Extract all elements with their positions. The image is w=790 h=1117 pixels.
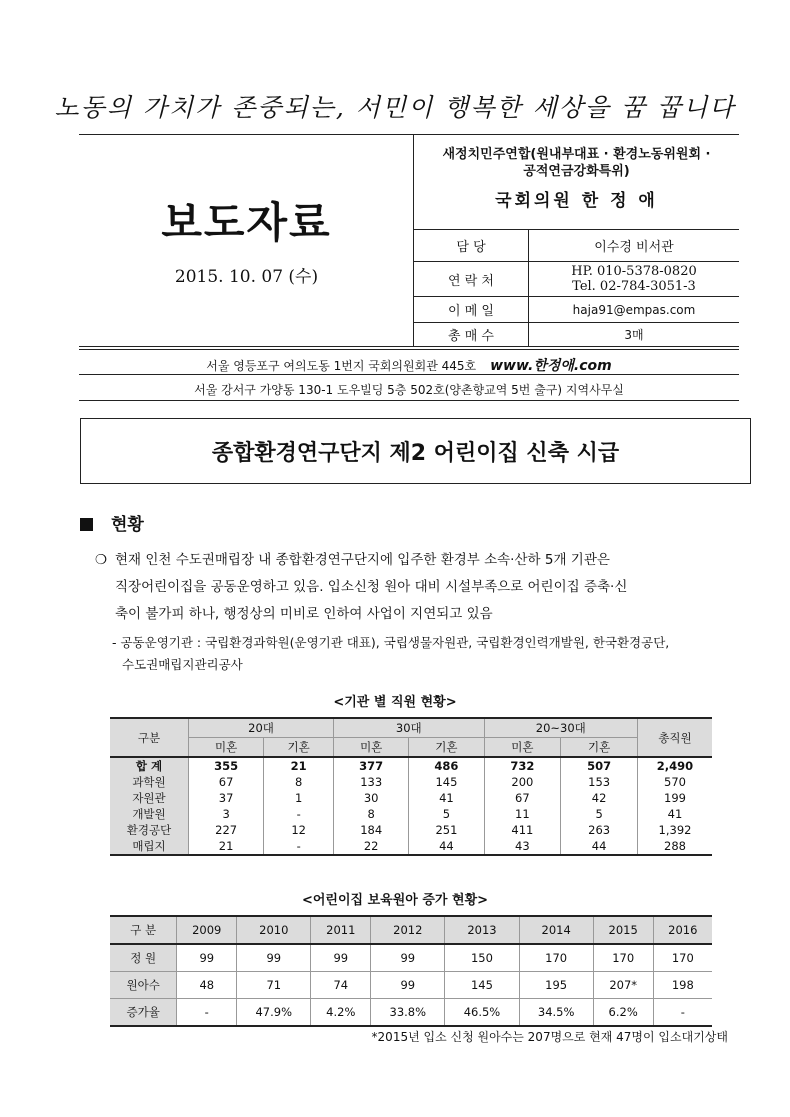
table-cell: 170 xyxy=(653,944,712,972)
status-paragraph: ❍ 현재 인천 수도권매립장 내 종합환경연구단지에 입주한 환경부 소속·산하 5개 기관은 직장어린이집을 공동운영하고 있음. 입소신청 원아 대비 시설부족으로 어린이집 증축·신 축이 불가피 하나, 행정상의 미비로 인하여 사업이 지연되고 있음 xyxy=(95,547,735,628)
table-cell: - xyxy=(177,999,237,1027)
section-heading: 현황 xyxy=(80,510,144,535)
contact-label-manager: 담 당 xyxy=(456,240,486,255)
table-cell: 기혼 xyxy=(264,738,334,758)
table-cell: 과학원 xyxy=(110,774,189,790)
table-cell: 486 xyxy=(409,757,484,774)
table-cell: 미혼 xyxy=(484,738,561,758)
table-cell: 2,490 xyxy=(638,757,713,774)
table-cell: 2014 xyxy=(519,916,593,944)
table-row xyxy=(110,774,712,790)
table-cell: - xyxy=(264,806,334,822)
table-cell: 377 xyxy=(334,757,409,774)
table-cell: 507 xyxy=(561,757,638,774)
table-cell: 198 xyxy=(653,972,712,999)
contact-value-pages: 3매 xyxy=(624,328,644,342)
table-cell: 2013 xyxy=(445,916,519,944)
table-cell: 67 xyxy=(189,774,264,790)
table-cell: 1,392 xyxy=(638,822,713,838)
table-cell: 207* xyxy=(593,972,653,999)
table-cell: 570 xyxy=(638,774,713,790)
table-cell: 21 xyxy=(264,757,334,774)
contact-label-email: 이 메 일 xyxy=(448,304,494,319)
table-cell: 2009 xyxy=(177,916,237,944)
table-cell: 구분 xyxy=(110,718,189,757)
table-cell: 133 xyxy=(334,774,409,790)
table-cell: 355 xyxy=(189,757,264,774)
table-cell: 2012 xyxy=(371,916,445,944)
table-row xyxy=(110,944,712,972)
daycare-table xyxy=(110,915,712,1027)
office-address: 서울 영등포구 여의도동 1번지 국회의원회관 445호 www.한정애.com xyxy=(206,358,612,374)
table-cell: 12 xyxy=(264,822,334,838)
table-cell: 42 xyxy=(561,790,638,806)
table-cell: 48 xyxy=(177,972,237,999)
circle-bullet-icon: ❍ xyxy=(95,552,108,568)
table-cell: 150 xyxy=(445,944,519,972)
table-cell: 기혼 xyxy=(409,738,484,758)
website-link[interactable]: www.한정애.com xyxy=(490,358,612,374)
table-cell: 74 xyxy=(311,972,371,999)
table-cell: 145 xyxy=(445,972,519,999)
table-cell: 44 xyxy=(409,838,484,855)
table-cell: 153 xyxy=(561,774,638,790)
press-release-title: 보도자료 xyxy=(161,198,332,247)
table-cell: 20~30대 xyxy=(484,718,637,738)
table-cell: 6.2% xyxy=(593,999,653,1027)
table-cell: 2011 xyxy=(311,916,371,944)
table-row xyxy=(110,790,712,806)
table-cell: 199 xyxy=(638,790,713,806)
table-cell: 184 xyxy=(334,822,409,838)
table-cell: 263 xyxy=(561,822,638,838)
table-cell: 8 xyxy=(334,806,409,822)
table-cell: 2016 xyxy=(653,916,712,944)
table-cell: 170 xyxy=(593,944,653,972)
table-cell: 매립지 xyxy=(110,838,189,855)
table-cell: 5 xyxy=(409,806,484,822)
table-cell: 99 xyxy=(371,972,445,999)
table-cell: 41 xyxy=(409,790,484,806)
contact-value-phone: HP. 010-5378-0820 Tel. 02-784-3051-3 xyxy=(571,264,697,294)
table-cell: 33.8% xyxy=(371,999,445,1027)
member-name: 국회의원 한 정 애 xyxy=(495,191,658,211)
table-row xyxy=(110,838,712,855)
table-cell: 99 xyxy=(311,944,371,972)
table-row xyxy=(110,806,712,822)
table-cell: 99 xyxy=(177,944,237,972)
table-row xyxy=(110,972,712,999)
table-cell: 170 xyxy=(519,944,593,972)
header-top-rule xyxy=(79,134,739,135)
table-cell: 200 xyxy=(484,774,561,790)
table-cell: 411 xyxy=(484,822,561,838)
staff-table xyxy=(110,717,712,856)
table-cell: 3 xyxy=(189,806,264,822)
table-cell: 251 xyxy=(409,822,484,838)
square-bullet-icon xyxy=(80,518,93,531)
table-cell: - xyxy=(653,999,712,1027)
headline: 종합환경연구단지 제2 어린이집 신축 시급 xyxy=(80,418,751,484)
table-cell: 227 xyxy=(189,822,264,838)
table-cell: 2015 xyxy=(593,916,653,944)
table-cell: 71 xyxy=(237,972,311,999)
table-cell: 8 xyxy=(264,774,334,790)
table-cell: 1 xyxy=(264,790,334,806)
table2-caption: <어린이집 보육원아 증가 현황> xyxy=(301,893,489,908)
local-office-address: 서울 강서구 가양동 130-1 도우빌딩 5층 502호(양촌향교역 5번 출구) 지역사무실 xyxy=(194,383,624,397)
contact-value-manager: 이수경 비서관 xyxy=(594,240,674,255)
table1-caption: <기관 별 직원 현황> xyxy=(333,695,457,710)
table-cell: 미혼 xyxy=(189,738,264,758)
table-cell: 증가율 xyxy=(110,999,177,1027)
table-cell: 총직원 xyxy=(638,718,713,757)
table-row xyxy=(110,822,712,838)
table-cell: 67 xyxy=(484,790,561,806)
table-cell: 46.5% xyxy=(445,999,519,1027)
release-date: 2015. 10. 07 (수) xyxy=(174,267,319,287)
table-cell: 21 xyxy=(189,838,264,855)
table-cell: 자원관 xyxy=(110,790,189,806)
operating-agencies: - 공동운영기관 : 국립환경과학원(운영기관 대표), 국립생물자원관, 국립환경인력개발원, 한국환경공단, 수도권매립지관리공사 xyxy=(112,635,670,672)
footnote: *2015년 입소 신청 원아수는 207명으로 현재 47명이 입소대기상태 xyxy=(371,1030,728,1044)
table-cell: 5 xyxy=(561,806,638,822)
party-affiliation: 새정치민주연합(원내부대표 · 환경노동위원회 · 공적연금강화특위) xyxy=(442,147,711,179)
table-cell: 288 xyxy=(638,838,713,855)
table-cell: 환경공단 xyxy=(110,822,189,838)
table-cell: 20대 xyxy=(189,718,334,738)
table-cell: - xyxy=(264,838,334,855)
table-cell: 41 xyxy=(638,806,713,822)
table-cell: 기혼 xyxy=(561,738,638,758)
table-cell: 195 xyxy=(519,972,593,999)
table-cell: 34.5% xyxy=(519,999,593,1027)
table-cell: 4.2% xyxy=(311,999,371,1027)
table-cell: 732 xyxy=(484,757,561,774)
table-cell: 2010 xyxy=(237,916,311,944)
table-cell: 개발원 xyxy=(110,806,189,822)
table-cell: 30대 xyxy=(334,718,484,738)
slogan: 노동의 가치가 존중되는, 서민이 행복한 세상을 꿈 꿉니다 xyxy=(54,93,736,122)
table-cell: 30 xyxy=(334,790,409,806)
table-row xyxy=(110,757,712,774)
contact-email-link[interactable]: haja91@empas.com xyxy=(572,302,696,317)
table-cell: 44 xyxy=(561,838,638,855)
table-cell: 22 xyxy=(334,838,409,855)
table-cell: 합 계 xyxy=(110,757,189,774)
table-cell: 미혼 xyxy=(334,738,409,758)
table-cell: 145 xyxy=(409,774,484,790)
table-cell: 47.9% xyxy=(237,999,311,1027)
table-cell: 정 원 xyxy=(110,944,177,972)
contact-label-phone: 연 락 처 xyxy=(448,273,494,289)
table-cell: 구 분 xyxy=(110,916,177,944)
table-cell: 11 xyxy=(484,806,561,822)
contact-label-pages: 총 매 수 xyxy=(448,329,494,344)
table-cell: 원아수 xyxy=(110,972,177,999)
table-cell: 37 xyxy=(189,790,264,806)
table-cell: 99 xyxy=(237,944,311,972)
table-row xyxy=(110,999,712,1027)
table-cell: 99 xyxy=(371,944,445,972)
table-cell: 43 xyxy=(484,838,561,855)
